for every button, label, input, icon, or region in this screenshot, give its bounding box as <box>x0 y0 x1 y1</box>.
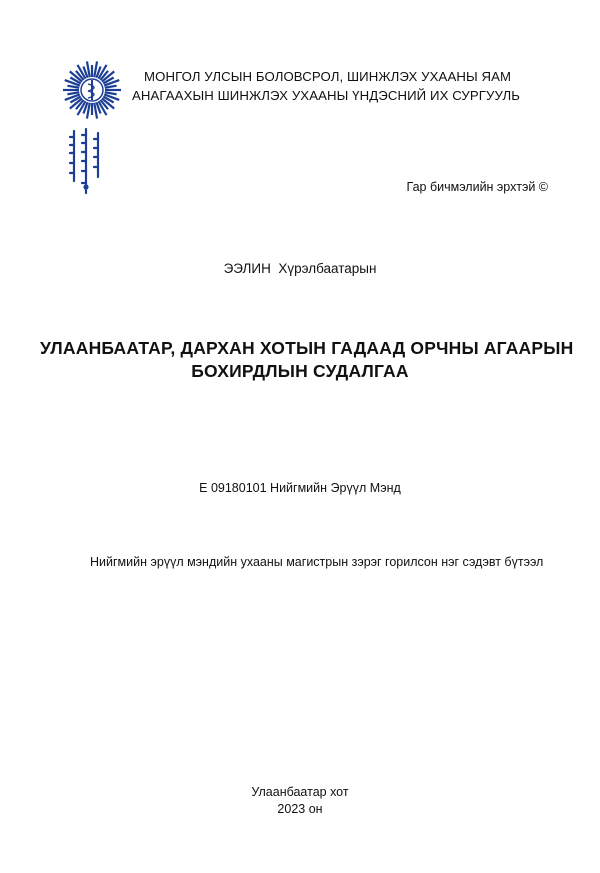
place-and-year <box>0 784 600 818</box>
place: Улаанбаатар хот <box>251 785 349 799</box>
thesis-title <box>40 337 574 383</box>
ministry-name: МОНГОЛ УЛСЫН БОЛОВСРОЛ, ШИНЖЛЭХ УХААНЫ ЯАМ <box>144 69 512 84</box>
logo-ray <box>105 86 117 88</box>
specialty-code: E 09180101 Нийгмийн Эрүүл Мэнд <box>199 481 401 495</box>
author-name: ЭЭЛИН Хүрэлбаатарын <box>223 261 377 276</box>
mongolian-script-icon <box>66 127 108 195</box>
institution-header <box>132 67 572 105</box>
university-name: АНАГААХЫН ШИНЖЛЭХ УХААНЫ ҮНДЭСНИЙ ИХ СУРГУУЛЬ <box>132 88 521 103</box>
title-line-2: БОХИРДЛЫН СУДАЛГАА <box>191 361 409 381</box>
university-logo-icon <box>62 60 122 120</box>
title-line-1: УЛААНБААТАР, ДАРХАН ХОТЫН ГАДААД ОРЧНЫ АГААРЫН <box>40 338 574 358</box>
logo-ray <box>67 92 79 94</box>
logo-ray <box>67 86 79 88</box>
logo-ray <box>105 92 117 94</box>
copyright-note: Гар бичмэлийн эрхтэй © <box>406 180 548 194</box>
year: 2023 он <box>277 802 323 816</box>
degree-statement: Нийгмийн эрүүл мэндийн ухааны магистрын зэрэг горилсон нэг сэдэвт бүтээл <box>90 555 544 569</box>
